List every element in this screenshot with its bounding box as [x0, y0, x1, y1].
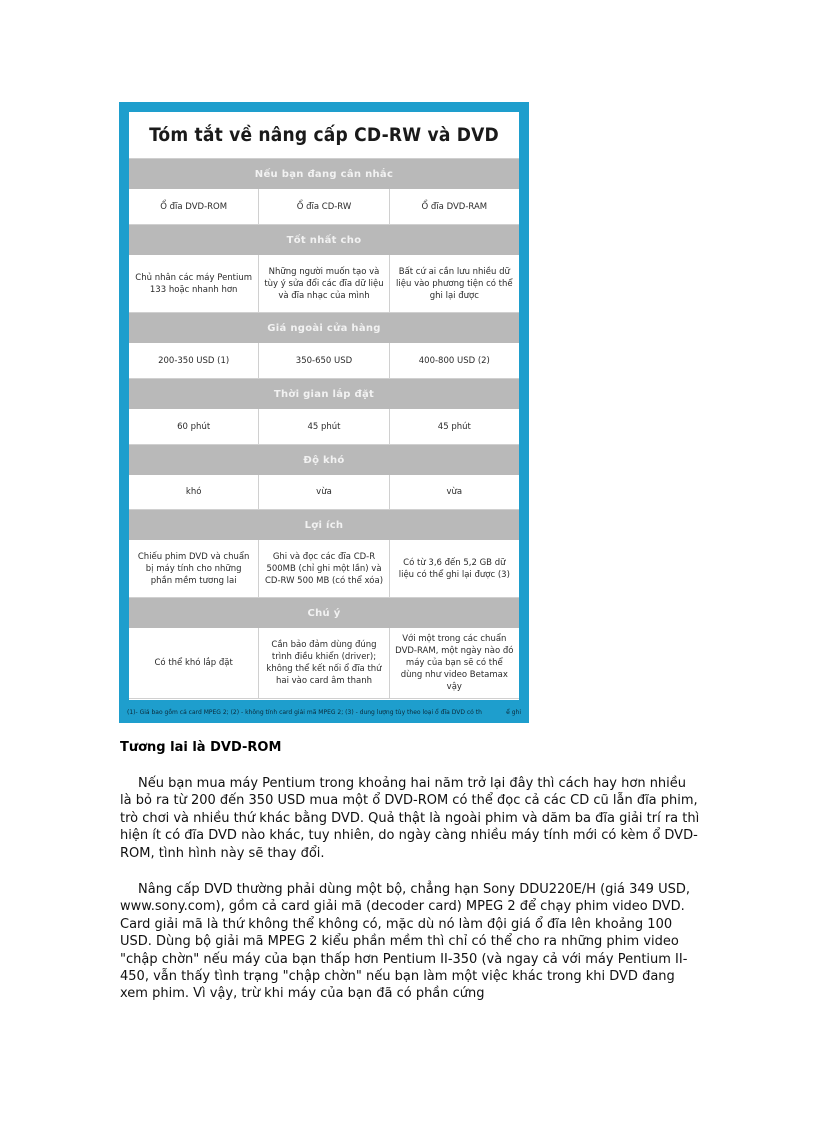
table-cell: Những người muốn tạo và tùy ý sửa đổi các đĩa dữ liệu và đĩa nhạc của mình — [258, 255, 388, 312]
table-row — [129, 343, 519, 379]
table-row — [129, 628, 519, 699]
table-cell: Ổ đĩa DVD-RAM — [389, 189, 519, 224]
section-header-best-for: Tốt nhất cho — [129, 225, 519, 255]
table-row — [129, 475, 519, 510]
section-header-considering: Nếu bạn đang cân nhắc — [129, 159, 519, 189]
table-cell: Cần bảo đảm dùng đúng trình điều khiển (driver); không thể kết nối ổ đĩa thứ hai vào card âm thanh — [258, 628, 388, 698]
article — [120, 740, 700, 1022]
table-cell: Chủ nhân các máy Pentium 133 hoặc nhanh hơn — [135, 272, 253, 295]
section-header-notes: Chú ý — [129, 598, 519, 628]
table-cell: Có từ 3,6 đến 5,2 GB dữ liệu có thể ghi lại được (3) — [389, 540, 519, 597]
table-cell: Chiếu phim DVD và chuẩn bị máy tính cho những phần mềm tương lai — [137, 551, 250, 586]
table-cell: 60 phút — [177, 421, 211, 432]
table-cell: 45 phút — [389, 409, 519, 444]
table-footnote — [127, 705, 521, 719]
section-header-price: Giá ngoài cửa hàng — [129, 313, 519, 343]
table-cell: 350-650 USD — [258, 343, 388, 378]
article-paragraph: Nếu bạn mua máy Pentium trong khoảng hai năm trở lại đây thì cách hay hơn nhiều là bỏ ra từ 200 đến 350 USD mua một ổ DVD-ROM có thể đọc cả các CD cũ lẫn đĩa phim, trò chơi và nhiều thứ khác bằng DVD. Quả thật là ngoài phim và dăm ba đĩa giải trí ra thì hiện ít có đĩa DVD nào khác, tuy nhiên, do ngày càng nhiều máy tính mới có kèm ổ DVD-ROM, tình hình này sẽ thay đổi. — [120, 776, 700, 861]
table-row — [129, 189, 519, 225]
table-cell: 400-800 USD (2) — [389, 343, 519, 378]
table-cell: vừa — [389, 475, 519, 509]
table-cell: Với một trong các chuẩn DVD-RAM, một ngày nào đó máy của bạn sẽ có thể dùng như video Betamax vậy — [389, 628, 519, 698]
table-cell: 45 phút — [258, 409, 388, 444]
table-cell: Bất cứ ai cần lưu nhiều dữ liệu vào phương tiện có thể ghi lại được — [389, 255, 519, 312]
table-title: Tóm tắt về nâng cấp CD-RW và DVD — [129, 112, 519, 159]
table-cell: Có thể khó lắp đặt — [154, 658, 233, 668]
section-header-benefits: Lợi ích — [129, 510, 519, 540]
table-cell: Ghi và đọc các đĩa CD-R 500MB (chỉ ghi một lần) và CD-RW 500 MB (có thể xóa) — [258, 540, 388, 597]
table-cell: vừa — [258, 475, 388, 509]
footnote-text: (1)- Giá bao gồm cả card MPEG 2; (2) - không tính card giải mã MPEG 2; (3) - dung lượng tùy theo loại ổ đĩa DVD có th — [127, 708, 482, 716]
table-row — [129, 255, 519, 313]
table-cell: 200-350 USD (1) — [158, 355, 230, 366]
comparison-table-figure — [119, 102, 529, 723]
section-header-install-time: Thời gian lắp đặt — [129, 379, 519, 409]
table-cell: Ổ đĩa CD-RW — [258, 189, 388, 224]
table-row — [129, 540, 519, 598]
footnote-tail: ể ghi — [506, 708, 521, 716]
article-heading: Tương lai là DVD-ROM — [120, 740, 282, 755]
article-paragraph: Nâng cấp DVD thường phải dùng một bộ, chẳng hạn Sony DDU220E/H (giá 349 USD, www.sony.com), gồm cả card giải mã (decoder card) MPEG 2 để chạy phim video DVD. Card giải mã là thứ không thể không có, mặc dù nó làm đội giá ổ đĩa lên khoảng 100 USD. Dùng bộ giải mã MPEG 2 kiểu phần mềm thì chỉ có thể cho ra những phim video "chập chờn" nếu máy của bạn thấp hơn Pentium II-350 (và ngay cả với máy Pentium II-450, vẫn thấy tình trạng "chập chờn" nếu bạn làm một việc khác trong khi DVD đang xem phim. Vì vậy, trừ khi máy của bạn đã có phần cứng — [120, 882, 690, 1002]
table-cell: khó — [185, 487, 202, 497]
section-header-difficulty: Độ khó — [129, 445, 519, 475]
comparison-table — [129, 112, 519, 700]
table-cell: Ổ đĩa DVD-ROM — [160, 201, 228, 212]
table-row — [129, 409, 519, 445]
